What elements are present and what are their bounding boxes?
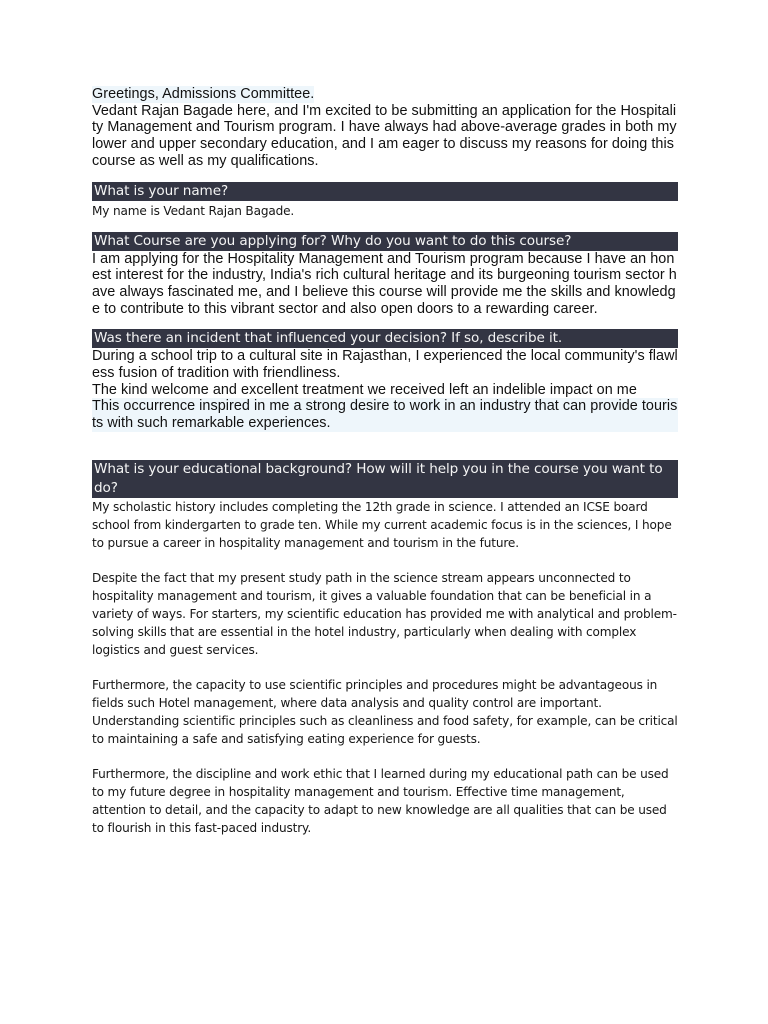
question-education: What is your educational background? How will it help you in the course you want to do?: [92, 460, 678, 498]
answer-incident: [92, 348, 678, 432]
incident-line-1: During a school trip to a cultural site in Rajasthan, I experienced the local community's flawless fusion of tradition with friendliness.: [92, 348, 678, 382]
education-paragraph: Furthermore, the discipline and work ethic that I learned during my educational path can be used to my future degree in hospitality management and tourism. Effective time management, attention to detail, and the capacity to adapt to new knowledge are all qualities that can be used to flourish in this fast-paced industry.: [92, 766, 669, 835]
intro-block: [92, 86, 678, 170]
intro-paragraph: Vedant Rajan Bagade here, and I'm excited to be submitting an application for the Hospitality Management and Tourism program. I have always had above-average grades in both my lower and upper secondary education, and I am eager to discuss my reasons for doing this course as well as my qualifications.: [92, 102, 677, 169]
incident-line-2: The kind welcome and excellent treatment we received left an indelible impact on me: [92, 381, 637, 398]
greeting-line: Greetings, Admissions Committee.: [92, 86, 315, 102]
answer-course: I am applying for the Hospitality Management and Tourism program because I have an honest interest for the industry, India's rich cultural heritage and its burgeoning tourism sector have always fascinated me, and I believe this course will provide me the skills and knowledge to contribute to this vibrant sector and also open doors to a rewarding career.: [92, 250, 677, 317]
answer-education: [92, 498, 678, 837]
education-paragraph: Furthermore, the capacity to use scientific principles and procedures might be advantageous in fields such Hotel management, where data analysis and quality control are important. Understanding scientific principles such as cleanliness and food safety, for example, can be critical to maintaining a safe and satisfying eating experience for guests.: [92, 677, 678, 746]
education-paragraph: My scholastic history includes completing the 12th grade in science. I attended an ICSE board school from kindergarten to grade ten. While my current academic focus is in the sciences, I hope to pursue a career in hospitality management and tourism in the future.: [92, 499, 672, 550]
question-name: What is your name?: [92, 182, 678, 201]
document-page: [92, 86, 678, 837]
incident-line-3: This occurrence inspired in me a strong desire to work in an industry that can provide tourists with such remarkable experiences.: [92, 398, 678, 432]
education-paragraph: Despite the fact that my present study path in the science stream appears unconnected to hospitality management and tourism, it gives a valuable foundation that can be beneficial in a variety of ways. For starters, my scientific education has provided me with analytical and problem-solving skills that are essential in the hotel industry, particularly when dealing with complex logistics and guest services.: [92, 570, 677, 657]
question-incident: Was there an incident that influenced your decision? If so, describe it.: [92, 329, 678, 348]
answer-name: My name is Vedant Rajan Bagade.: [92, 203, 295, 218]
question-course: What Course are you applying for? Why do you want to do this course?: [92, 232, 678, 251]
